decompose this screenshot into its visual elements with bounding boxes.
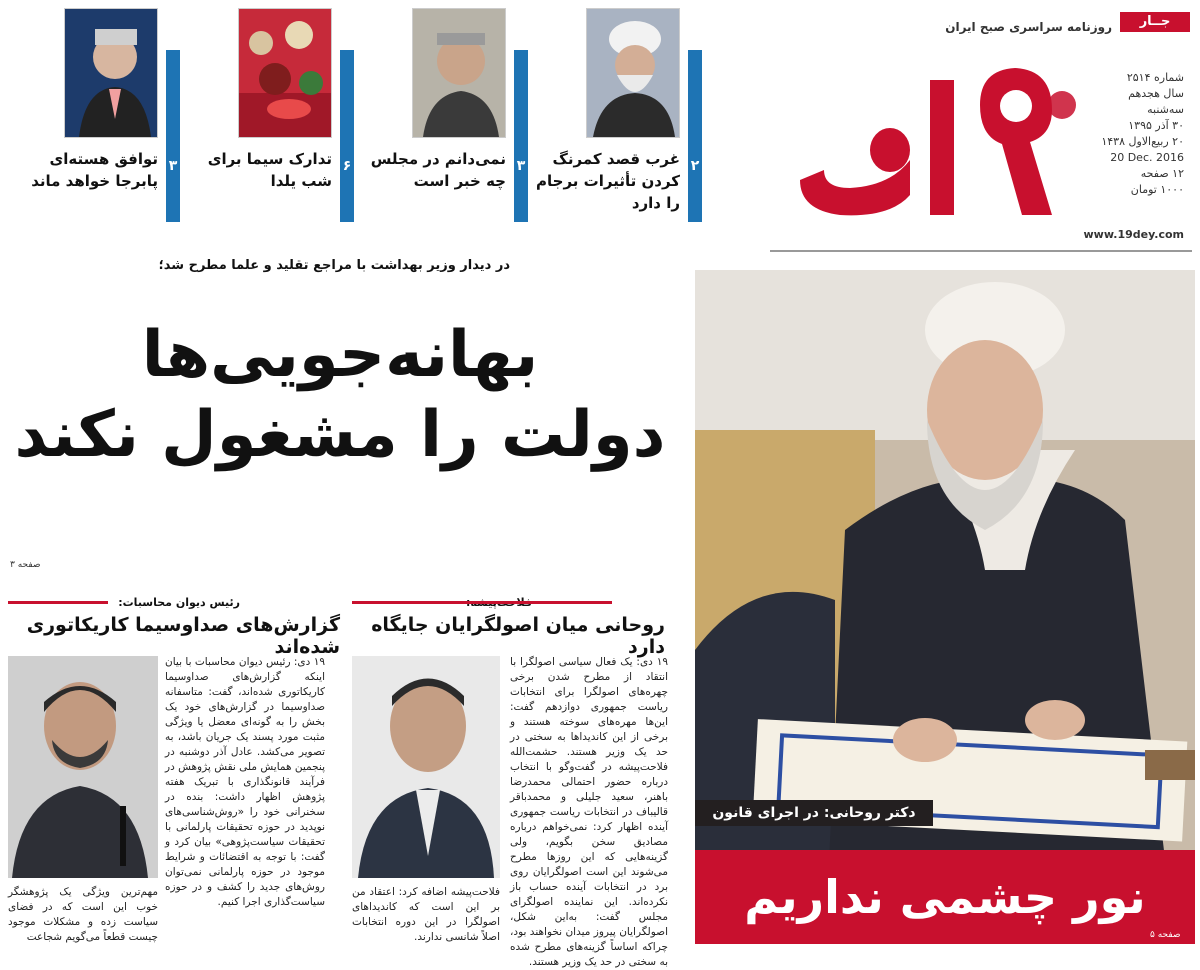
teaser-title[interactable]: توافق هسته‌ای پابرجا خواهد ماند (31, 150, 158, 190)
issue-number: شماره ۲۵۱۴ (1126, 71, 1184, 84)
weekday: سه‌شنبه (1147, 103, 1184, 116)
banner-headline[interactable] (695, 850, 1195, 944)
photo-caption: دکتر روحانی: در اجرای قانون (695, 800, 933, 826)
teaser-title[interactable]: نمی‌دانم در مجلس چه خبر است (370, 150, 506, 190)
volume-year: سال هجدهم (1128, 87, 1184, 100)
lead-headline-line1: بهانه‌جویی‌ها (141, 318, 539, 392)
story1-rule (352, 601, 612, 604)
story2-portrait (8, 656, 158, 878)
story1-portrait (352, 656, 500, 878)
story1-title[interactable]: روحانی میان اصولگرایان جایگاه دارد (371, 614, 665, 658)
teaser-page: ۳ (516, 158, 526, 174)
masthead-logo (780, 10, 1080, 230)
masthead-rule (770, 250, 1192, 252)
teaser-photo-kerry (64, 8, 158, 138)
story2-kicker: رئیس دیوان محاسبات: (118, 596, 240, 609)
story2-body: ۱۹ دی: رئیس دیوان محاسبات با بیان اینکه گزارش‌های صداوسیما کاریکاتوری شده‌اند، گفت: متاسفانه صداوسیما در گزارش‌های خود یک بخش را به گونه‌ای معضل یا ویژگی مثبت مورد پسند یک جریان باشد، به تصویر می‌کشد. عادل آذر دوشنبه در پنجمین همایش ملی نقش پژوهش در فرآیند قانونگذاری با تبریک هفته پژوهش اظهار داشت: بنده در سخنرانی خود را «روش‌شناسی‌های نوپدید در حوزه تحقیقات پارلمانی با تحقیقات سیاست‌پژوهی» بیان کرد و گفت: با توجه به اقتضائات و شرایط موجود در حوزه پارلمانی نمی‌توان روش‌های جدید را کشف و در حوزه سیاست‌گذاری اجرا کنیم. (165, 656, 325, 908)
lead-kicker: در دیدار وزیر بهداشت با مراجع تقلید و علما مطرح شد؛ (158, 258, 510, 273)
masthead-badge: جــار (1120, 12, 1190, 32)
banner-page-ref: صفحه ۵ (1150, 930, 1181, 940)
banner-text: نور چشمی نداریم (744, 870, 1146, 924)
teaser-bar (514, 50, 528, 222)
story1-body: ۱۹ دی: یک فعال سیاسی اصولگرا با انتقاد از مطرح شدن برخی چهره‌های اصولگرا برای انتخابات ریاست جمهوری دوازدهم گفت: این‌ها مهره‌های سوخته هستند و برخی از این کاندیداها به سختی در حد یک وزیر هستند. حشمت‌الله فلاحت‌پیشه در گفت‌وگو با انتخاب درباره حضور احتمالی محمدرضا باهنر، سعید جلیلی و محمدباقر قالیباف در انتخابات ریاست جمهوری آینده اظهار کرد: نمی‌خواهم درباره مصادیق سخن بگویم، ولی گزینه‌هایی که این روزها مطرح می‌شوند این است اصولگرایان روی برد در انتخابات آینده حساب باز نکرده‌اند. این نماینده اصولگرای مجلس گفت: به‌این شکل، اصولگرایان پیروز میدان نخواهند بود، چراکه اساساً گزینه‌های مطرح شده به سختی در حد یک وزیر هستند. (510, 656, 668, 968)
teaser-page: ۶ (342, 158, 352, 174)
main-photo-rouhani (695, 270, 1195, 944)
teaser-nuclear[interactable] (8, 8, 180, 220)
story2-title[interactable]: گزارش‌های صداوسیما کاریکاتوری شده‌اند (26, 614, 340, 658)
date-english: 20 Dec. 2016 (1110, 151, 1184, 164)
lead-page-ref: صفحه ۳ (10, 560, 41, 570)
teaser-bar (166, 50, 180, 222)
price: ۱۰۰۰ تومان (1130, 183, 1184, 196)
page-count: ۱۲ صفحه (1140, 167, 1184, 180)
teaser-yalda[interactable] (182, 8, 354, 220)
teaser-photo-yalda (238, 8, 332, 138)
teaser-title[interactable]: غرب قصد کمرنگ کردن تأثیرات برجام را دارد (536, 150, 680, 212)
date-persian: ۳۰ آذر ۱۳۹۵ (1128, 119, 1184, 132)
masthead-tagline: روزنامه سراسری صبح ایران (945, 20, 1112, 34)
date-hijri: ۲۰ ربیع‌الاول ۱۴۳۸ (1101, 135, 1184, 148)
teaser-page: ۲ (690, 158, 700, 174)
story1-body-continued: فلاحت‌پیشه اضافه کرد: اعتقاد من بر این است که کاندیداهای اصولگرا در این دوره انتخابات اصلاً شانسی ندارند. (352, 886, 500, 943)
teaser-bar (688, 50, 702, 222)
teaser-page: ۳ (168, 158, 178, 174)
masthead-info (1084, 70, 1184, 198)
teaser-majlis[interactable] (356, 8, 528, 220)
teaser-bar (340, 50, 354, 222)
story2-body-continued: مهم‌ترین ویژگی یک پژوهشگر خوب این است که در فضای سیاست زده و مشکلات موجود چیست قطعاً می‌گویم شجاعت (8, 886, 158, 943)
teaser-title[interactable]: تدارک سیما برای شب یلدا (207, 150, 332, 190)
lead-headline-line2: دولت را مشغول نکند (14, 398, 666, 472)
masthead-url[interactable]: www.19dey.com (1083, 228, 1184, 241)
story2-rule (8, 601, 108, 604)
teaser-photo-larijani (586, 8, 680, 138)
teaser-barjam[interactable] (530, 8, 702, 220)
teaser-photo-pezeshkian (412, 8, 506, 138)
lead-headline[interactable] (10, 315, 670, 475)
